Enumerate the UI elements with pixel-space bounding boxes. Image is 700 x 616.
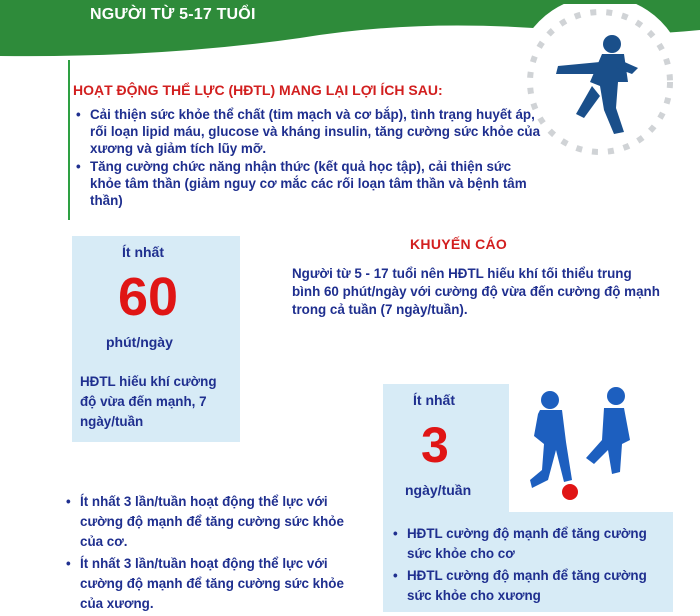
weekly-activity-list (66, 492, 366, 616)
strength-unit: ngày/tuần (405, 482, 472, 498)
list-item: • Ít nhất 3 lần/tuần hoạt động thể lực với cường độ mạnh để tăng cường sức khỏe của xương. (66, 554, 366, 614)
list-item: • HĐTL cường độ mạnh để tăng cường sức khỏe cho xương (393, 566, 663, 606)
ball-icon (562, 484, 578, 500)
benefits-list (74, 106, 544, 210)
football-players-icon (512, 380, 640, 512)
benefits-heading: HOẠT ĐỘNG THỂ LỰC (HĐTL) MANG LẠI LỢI ÍCH SAU: (73, 82, 443, 98)
aerobic-label: Ít nhất (122, 244, 164, 260)
aerobic-description: HĐTL hiếu khí cường độ vừa đến mạnh, 7 ngày/tuần (80, 374, 217, 429)
aerobic-number: 60 (118, 267, 179, 327)
recommendation-heading: KHUYẾN CÁO (410, 236, 508, 252)
page-title: NGƯỜI TỪ 5-17 TUỔI (90, 6, 256, 23)
aerobic-unit: phút/ngày (106, 334, 173, 350)
strength-number: 3 (421, 417, 449, 473)
strength-benefits-panel (383, 512, 673, 612)
list-item: • HĐTL cường độ mạnh để tăng cường sức khỏe cho cơ (393, 524, 663, 564)
aerobic-panel (72, 236, 240, 442)
strength-benefits-list (393, 524, 663, 608)
strength-panel (383, 384, 509, 512)
recommendation-body: Người từ 5 - 17 tuổi nên HĐTL hiếu khí tối thiểu trung bình 60 phút/ngày với cường độ vừa đến cường độ mạnh trong cả tuần (7 ngày/tuần). (292, 266, 660, 317)
section-divider (68, 60, 70, 220)
list-item: • Cải thiện sức khỏe thể chất (tim mạch và cơ bắp), tình trạng huyết áp, rối loạn lipid máu, glucose và kháng insulin, tăng cường sức khỏe của xương và giảm tích lũy mỡ. (74, 106, 544, 157)
strength-label: Ít nhất (413, 392, 455, 408)
list-item: • Ít nhất 3 lần/tuần hoạt động thể lực với cường độ mạnh để tăng cường sức khỏe của cơ. (66, 492, 366, 552)
list-item: • Tăng cường chức năng nhận thức (kết quả học tập), cải thiện sức khỏe tâm thần (giảm nguy cơ mắc các rối loạn tâm thần và bệnh tâm thần) (74, 158, 544, 209)
